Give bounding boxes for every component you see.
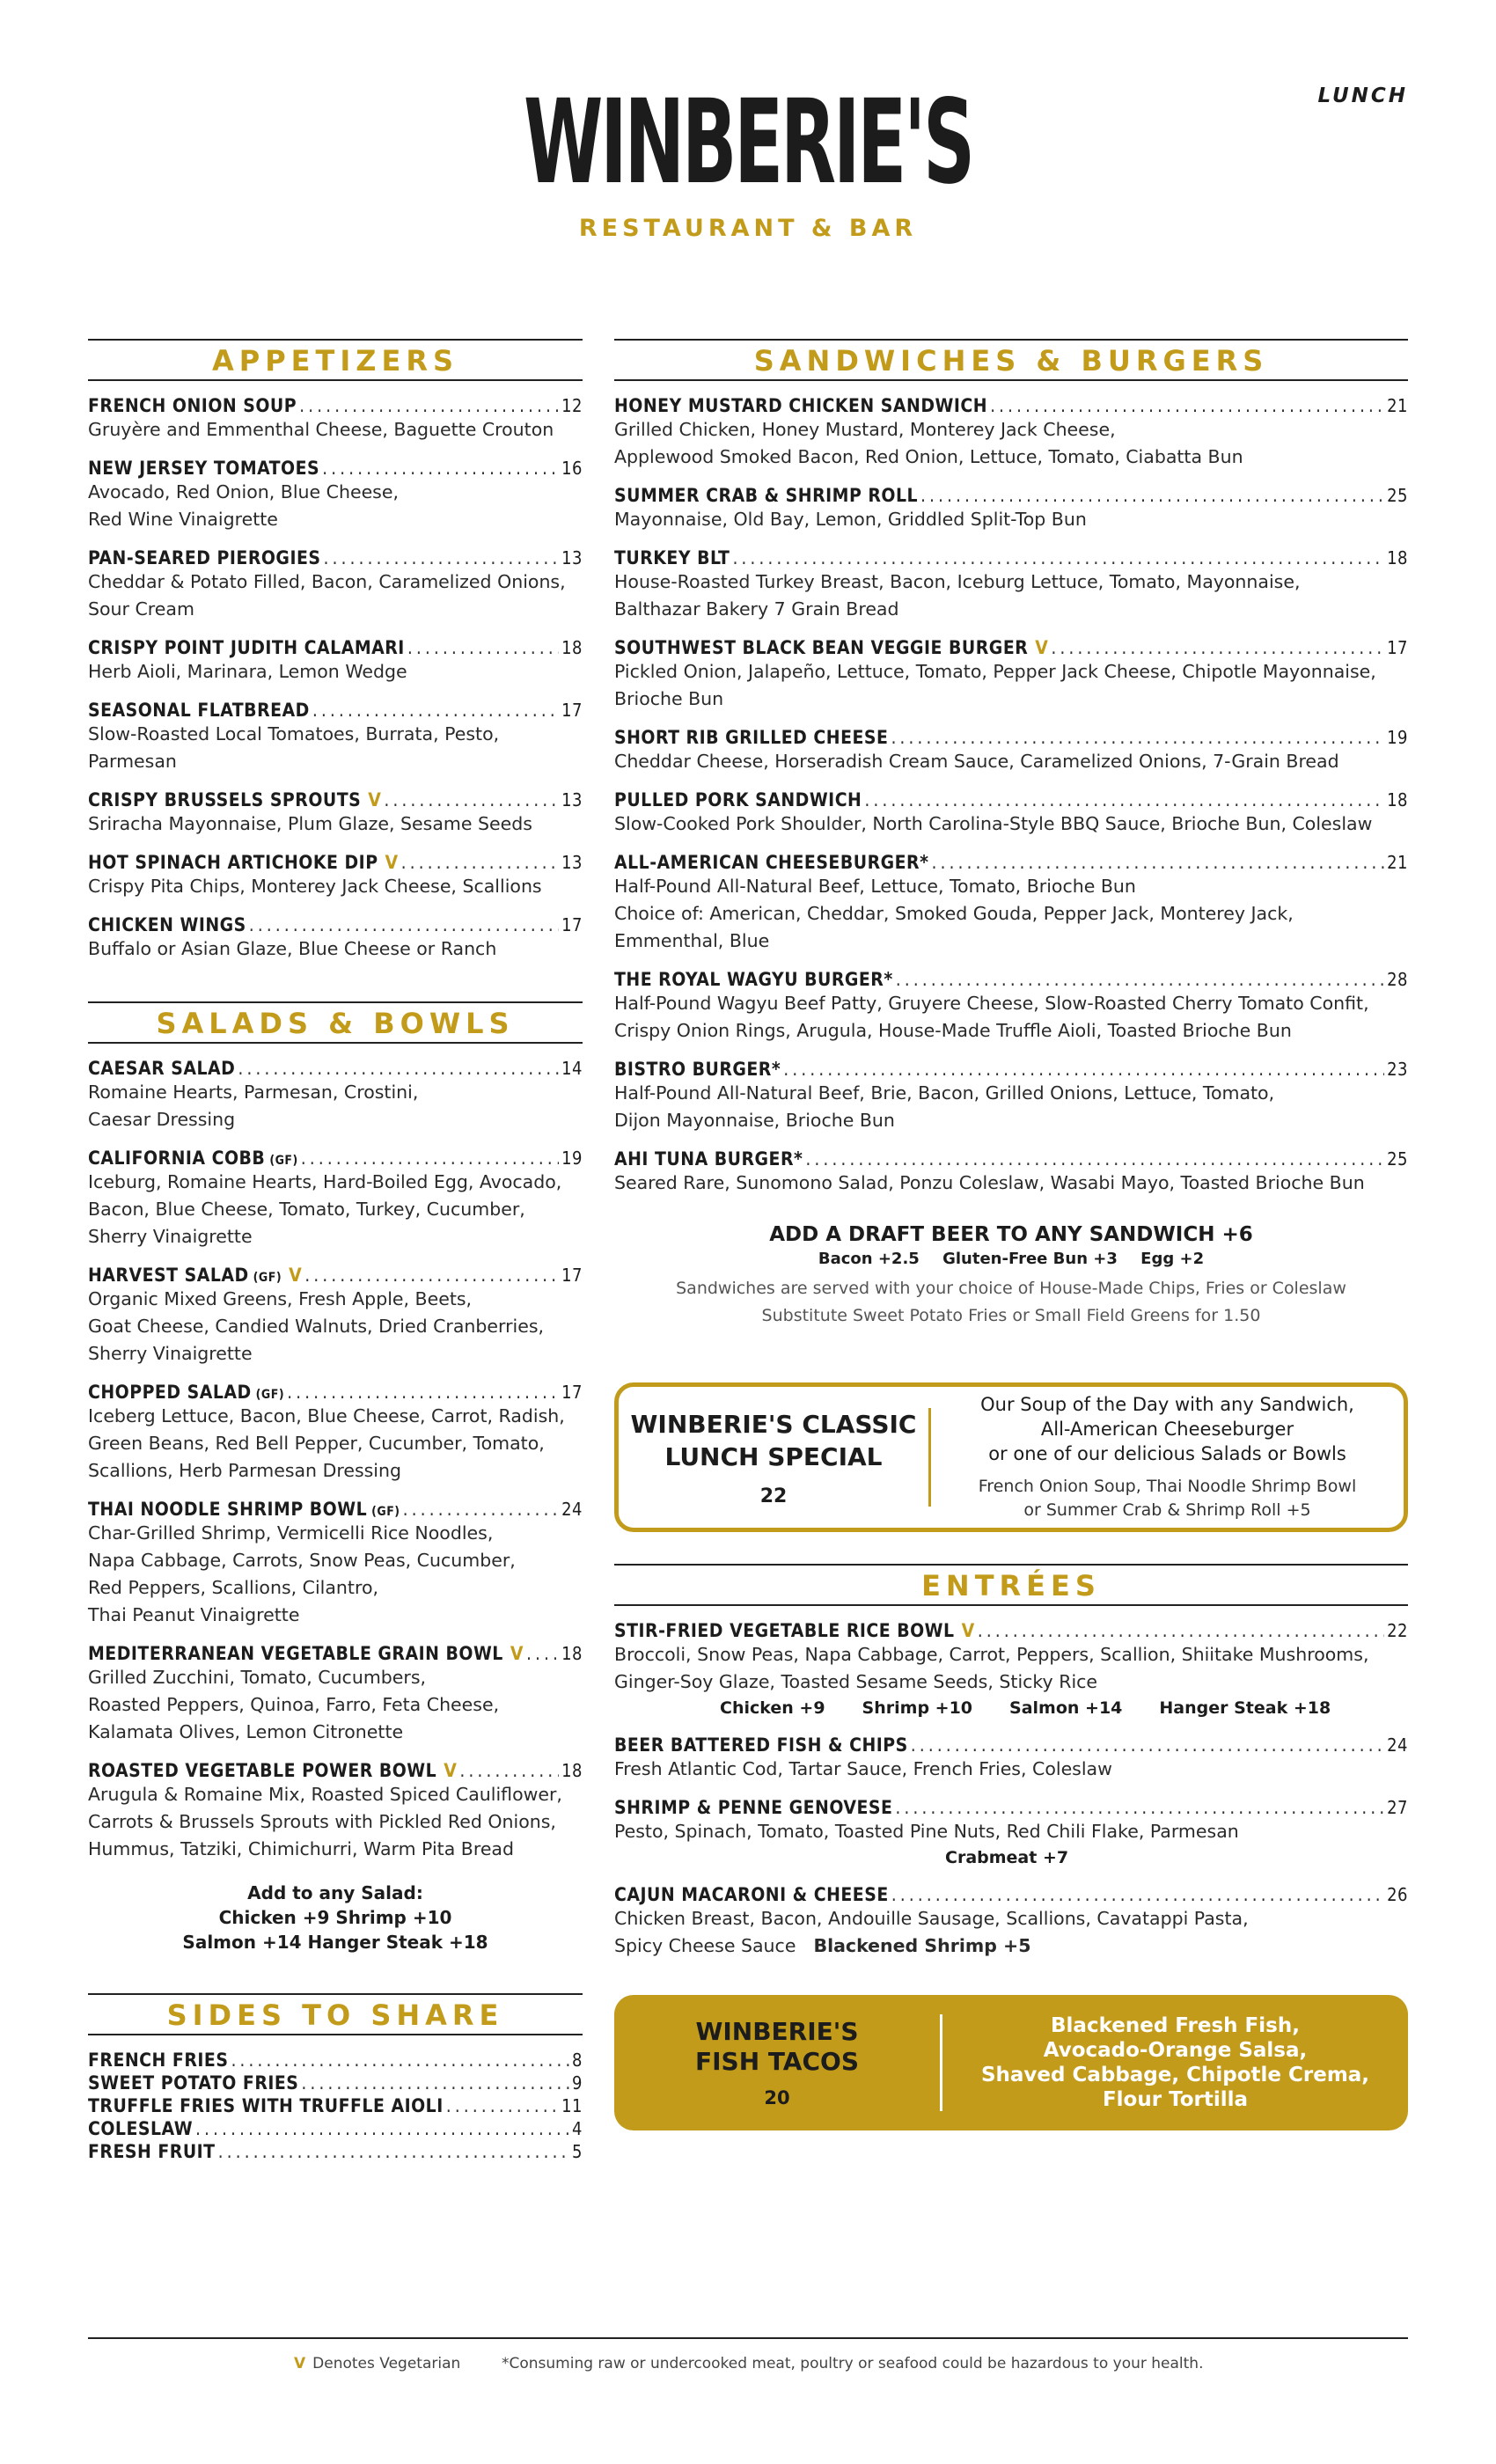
menu-item-name: SOUTHWEST BLACK BEAN VEGGIE BURGER [614,637,1029,658]
menu-item-header [88,547,583,568]
dot-leader [783,1059,1384,1080]
menu-item [614,1059,1408,1134]
dot-leader [249,914,559,935]
menu-item-name: STIR-FRIED VEGETABLE RICE BOWL [614,1620,955,1641]
dot-leader [287,1382,559,1403]
menu-item-price: 18 [561,1643,583,1664]
menu-item-price: 27 [1387,1797,1408,1818]
menu-item-price: 14 [561,1058,583,1079]
dot-leader [218,2141,569,2162]
menu-item-price: 19 [1387,727,1408,748]
menu-item [614,1797,1408,1870]
menu-item-name: FRESH FRUIT [88,2141,216,2162]
vegetarian-mark: V [510,1643,524,1664]
lunch-special-title: LUNCH SPECIAL [664,1441,883,1471]
menu-item-name: CRISPY POINT JUDITH CALAMARI [88,637,405,658]
left-column [88,339,583,2164]
menu-item [614,547,1408,623]
addon-egg: Egg +2 [1140,1250,1205,1268]
menu-item-name: CAJUN MACARONI & CHEESE [614,1884,889,1905]
sandwiches-list [614,395,1408,1197]
addon-gluten-free-bun: Gluten-Free Bun +3 [942,1250,1118,1268]
menu-item-description-text: Pickled Onion, Jalapeño, Lettuce, Tomato, Pepper Jack Cheese, Chipotle Mayonnaise, Brioche Bun [614,661,1376,709]
menu-item-name: ROASTED VEGETABLE POWER BOWL [88,1760,437,1781]
menu-item-price: 23 [1387,1059,1408,1080]
dot-leader [459,1760,559,1781]
menu-item-description-text: Cheddar Cheese, Horseradish Cream Sauce, Caramelized Onions, 7-Grain Bread [614,751,1339,772]
menu-item [614,727,1408,775]
menu-item-header [88,914,583,935]
dot-leader [238,1058,559,1079]
lunch-special-options: French Onion Soup, Thai Noodle Shrimp Bowl or Summer Crab & Shrimp Roll +5 [978,1477,1357,1520]
menu-item-header [88,2118,583,2139]
menu-item-header [88,2050,583,2071]
menu-item-header [88,1148,583,1169]
menu-item-description [614,1641,1408,1696]
menu-item-description [88,1286,583,1368]
menu-item-price: 17 [561,1382,583,1403]
menu-item-price: 11 [561,2095,583,2116]
fish-tacos-price: 20 [764,2087,790,2108]
menu-item-header [614,727,1408,748]
menu-item-header [614,1884,1408,1905]
menu-item [88,2095,583,2116]
dot-leader [312,700,559,721]
menu-item-description-text: Herb Aioli, Marinara, Lemon Wedge [88,661,407,682]
menu-item-header [614,547,1408,568]
menu-item-header [88,2072,583,2094]
menu-item-name: SEASONAL FLATBREAD [88,700,310,721]
menu-item-price: 25 [1387,1148,1408,1170]
menu-item-description [88,1169,583,1250]
menu-item-price: 18 [1387,547,1408,568]
menu-item-header [88,700,583,721]
menu-item [614,1884,1408,1960]
menu-item-description-text: Half-Pound All-Natural Beef, Brie, Bacon, Grilled Onions, Lettuce, Tomato, Dijon Mayonnaise, Brioche Bun [614,1082,1275,1131]
menu-item-header [614,485,1408,506]
vegetarian-key-text: Denotes Vegetarian [312,2355,461,2372]
menu-item-description-text: House-Roasted Turkey Breast, Bacon, Iceburg Lettuce, Tomato, Mayonnaise, Balthazar Bakery 7 Grain Bread [614,571,1301,620]
vegetarian-mark: V [385,852,399,873]
menu-item-description [614,1818,1408,1845]
menu-item-header [88,1643,583,1664]
menu-item-description [614,873,1408,955]
vegetarian-mark: V [294,2355,306,2372]
menu-item [88,1148,583,1250]
menu-item-name: COLESLAW [88,2118,194,2139]
menu-item-price: 17 [561,914,583,935]
menu-item-price: 24 [561,1499,583,1520]
dot-leader [231,2050,569,2071]
menu-item-description [614,1080,1408,1134]
menu-item-description [614,1756,1408,1783]
menu-item [614,1620,1408,1720]
menu-item-description [88,1403,583,1485]
menu-item [88,700,583,775]
menu-item [88,1643,583,1746]
menu-item [88,637,583,686]
footer [88,2337,1408,2372]
menu-item-description [88,416,583,444]
menu-item-price: 24 [1387,1734,1408,1756]
dot-leader [732,547,1384,568]
lunch-special-details [931,1392,1404,1522]
salads-list [88,1058,583,1863]
menu-item-price: 13 [561,852,583,873]
dot-leader [322,458,559,479]
dot-leader [805,1148,1384,1170]
gluten-free-tag: (GF) [371,1505,400,1519]
menu-item-name: HARVEST SALAD [88,1265,249,1286]
menu-item-description-text: Organic Mixed Greens, Fresh Apple, Beets, Goat Cheese, Candied Walnuts, Dried Cranberries, Sherry Vinaigrette [88,1288,545,1364]
menu-item-description-text: Arugula & Romaine Mix, Roasted Spiced Cauliflower, Carrots & Brussels Sprouts with Pickled Red Onions, Hummus, Tatziki, Chimichurri, Warm Pita Bread [88,1784,562,1859]
menu-item-header [88,395,583,416]
dot-leader [407,637,559,658]
menu-item-header [88,1760,583,1781]
menu-item-name: AHI TUNA BURGER* [614,1148,803,1170]
lunch-special-heading [619,1408,928,1507]
lunch-special-desc: All-American Cheeseburger [1040,1419,1294,1440]
menu-item [614,789,1408,838]
dot-leader [304,1265,559,1286]
menu-item-price: 13 [561,547,583,568]
menu-item-price: 18 [561,1760,583,1781]
menu-item-description [88,935,583,963]
dot-leader [403,1499,560,1520]
vegetarian-mark: V [289,1265,303,1286]
salad-addons-title: Add to any Salad: [247,1882,423,1903]
menu-item [88,789,583,838]
sandwich-extras [614,1223,1408,1330]
menu-item-description [614,990,1408,1045]
menu-item-description-text: Half-Pound Wagyu Beef Patty, Gruyere Cheese, Slow-Roasted Cherry Tomato Confit, Crispy Onion Rings, Arugula, House-Made Truffle Aioli, Toasted Brioche Bun [614,993,1369,1041]
menu-item-header [614,637,1408,658]
menu-item-header [614,1148,1408,1170]
dot-leader [526,1643,559,1664]
dot-leader [446,2095,559,2116]
menu-item [88,1499,583,1629]
menu-item-price: 13 [561,789,583,810]
fish-tacos-title: WINBERIE'S [695,2017,859,2046]
dot-leader [931,852,1384,873]
menu-item [88,2072,583,2094]
menu-item-addon: Crabmeat +7 [945,1848,1069,1867]
right-column [614,339,1408,2130]
menu-item-description-text: Fresh Atlantic Cod, Tartar Sauce, French Fries, Coleslaw [614,1758,1112,1779]
menu-item-price: 28 [1387,969,1408,990]
menu-item-description-text: Avocado, Red Onion, Blue Cheese, Red Wine Vinaigrette [88,481,399,530]
menu-item [88,2118,583,2139]
menu-item [614,969,1408,1045]
health-warning: *Consuming raw or undercooked meat, poultry or seafood could be hazardous to your health. [502,2355,1204,2372]
menu-item-header [614,852,1408,873]
menu-item-name: PAN-SEARED PIEROGIES [88,547,321,568]
dot-leader [301,1148,559,1169]
menu-item-description-text: Slow-Roasted Local Tomatoes, Burrata, Pesto, Parmesan [88,723,500,772]
menu-item-description-text: Pesto, Spinach, Tomato, Toasted Pine Nuts, Red Chili Flake, Parmesan [614,1821,1239,1842]
menu-item-description [614,810,1408,838]
salad-addons-line: Chicken +9 Shrimp +10 [218,1907,452,1928]
menu-item-description [88,1079,583,1133]
menu-item-name: THE ROYAL WAGYU BURGER* [614,969,893,990]
menu-item-header [88,2095,583,2116]
menu-item-description [614,748,1408,775]
menu-item-description [614,658,1408,713]
sandwich-note-line: Sandwiches are served with your choice of House-Made Chips, Fries or Coleslaw [676,1279,1346,1298]
menu-item-addon: Salmon +14 [1009,1698,1123,1718]
menu-item-description [88,658,583,686]
menu-item-header [88,789,583,810]
dot-leader [195,2118,569,2139]
menu-item-description [88,1664,583,1746]
menu-item-description-text: Gruyère and Emmenthal Cheese, Baguette Crouton [88,419,554,440]
menu-item-price: 21 [1387,395,1408,416]
menu-item-name: TURKEY BLT [614,547,730,568]
menu-item-header [88,1265,583,1286]
menu-item-name: ALL-AMERICAN CHEESEBURGER* [614,852,929,873]
dot-leader [323,547,559,568]
menu-item-name: SHRIMP & PENNE GENOVESE [614,1797,893,1818]
menu-item-description-text: Iceberg Lettuce, Bacon, Blue Cheese, Carrot, Radish, Green Beans, Red Bell Pepper, Cucumber, Tomato, Scallions, Herb Parmesan Dressing [88,1405,565,1481]
menu-item [614,637,1408,713]
menu-item-addon: Shrimp +10 [862,1698,973,1718]
menu-item-description [88,479,583,533]
salad-addons-line: Salmon +14 Hanger Steak +18 [182,1932,488,1953]
menu-item [614,852,1408,955]
dot-leader [1051,637,1384,658]
dot-leader [895,1797,1384,1818]
sandwich-note-line: Substitute Sweet Potato Fries or Small Field Greens for 1.50 [761,1306,1261,1325]
menu-item [88,547,583,623]
menu-item-description-text: Buffalo or Asian Glaze, Blue Cheese or Ranch [88,938,497,959]
menu-item-description-text: Romaine Hearts, Parmesan, Crostini, Caesar Dressing [88,1082,419,1130]
menu-item [614,1734,1408,1783]
menu-item-description-text: Grilled Zucchini, Tomato, Cucumbers, Roasted Peppers, Quinoa, Farro, Feta Cheese, Kalamata Olives, Lemon Citronette [88,1667,500,1742]
menu-item-name: HOT SPINACH ARTICHOKE DIP [88,852,378,873]
menu-item-name: CHICKEN WINGS [88,914,246,935]
menu-item-price: 25 [1387,485,1408,506]
menu-item-name: SUMMER CRAB & SHRIMP ROLL [614,485,919,506]
menu-item-price: 12 [561,395,583,416]
section-title-appetizers: APPETIZERS [88,339,583,381]
menu-item-header [614,1797,1408,1818]
menu-item-name: PULLED PORK SANDWICH [614,789,862,810]
lunch-special-price: 22 [759,1485,788,1507]
dot-leader [384,789,559,810]
menu-item-description-text: Sriracha Mayonnaise, Plum Glaze, Sesame Seeds [88,813,532,834]
menu-item-price: 17 [1387,637,1408,658]
appetizers-list [88,395,583,963]
menu-item-name: TRUFFLE FRIES WITH TRUFFLE AIOLI [88,2095,444,2116]
menu-item-name: CAESAR SALAD [88,1058,236,1079]
menu-item-name: BEER BATTERED FISH & CHIPS [614,1734,908,1756]
sandwich-note [614,1275,1408,1330]
menu-item-header [88,1382,583,1403]
menu-item [88,2141,583,2162]
menu-item-description-text: Iceburg, Romaine Hearts, Hard-Boiled Egg, Avocado, Bacon, Blue Cheese, Tomato, Turkey, Cucumber, Sherry Vinaigrette [88,1171,562,1247]
menu-item-description [88,1520,583,1629]
menu-item-name: FRENCH FRIES [88,2050,229,2071]
dot-leader [299,395,559,416]
sides-list [88,2050,583,2162]
menu-item-description-text: Cheddar & Potato Filled, Bacon, Caramelized Onions, Sour Cream [88,571,566,620]
menu-item-name: CHOPPED SALAD [88,1382,252,1403]
gluten-free-tag: (GF) [253,1271,282,1285]
menu-item-price: 18 [1387,789,1408,810]
menu-item-header [88,852,583,873]
dot-leader [401,852,559,873]
menu-item-name: THAI NOODLE SHRIMP BOWL [88,1499,368,1520]
menu-item-header [88,637,583,658]
menu-item-description [614,506,1408,533]
menu-item-name: CALIFORNIA COBB [88,1148,266,1169]
menu-item-name: BISTRO BURGER* [614,1059,781,1080]
menu-item [614,485,1408,533]
menu-item [88,2050,583,2071]
menu-item-header [614,1620,1408,1641]
lunch-special-desc: Our Soup of the Day with any Sandwich, [980,1394,1354,1415]
vegetarian-mark: V [368,789,382,810]
menu-item-price: 8 [572,2050,583,2071]
menu-item [88,1058,583,1133]
menu-item [88,914,583,963]
vegetarian-mark: V [961,1620,975,1641]
menu-item-description [88,721,583,775]
gluten-free-tag: (GF) [269,1154,298,1168]
dot-leader [990,395,1384,416]
menu-item [88,458,583,533]
fish-tacos-heading [614,2017,940,2108]
dot-leader [891,1884,1384,1905]
restaurant-name: WINBERIE'S [524,75,972,210]
salad-addons [88,1881,583,1954]
dot-leader [896,969,1384,990]
vegetarian-mark: V [444,1760,458,1781]
menu-item-header [614,969,1408,990]
menu-period-label: LUNCH [1317,84,1408,107]
sandwich-addon-options [614,1250,1408,1268]
entrees-list [614,1620,1408,1960]
menu-item-addons [720,1696,1408,1720]
menu-item-addon: Chicken +9 [720,1698,825,1718]
menu-item-addon: Hanger Steak +18 [1159,1698,1331,1718]
menu-item-description [88,873,583,900]
menu-item-description [614,568,1408,623]
menu-item-header [88,1058,583,1079]
menu-item-price: 26 [1387,1884,1408,1905]
menu-item [88,395,583,444]
menu-item-price: 5 [572,2141,583,2162]
addon-bacon: Bacon +2.5 [818,1250,920,1268]
fish-tacos-desc: Blackened Fresh Fish, Avocado-Orange Salsa, Shaved Cabbage, Chipotle Crema, Flour Tortilla [980,2014,1370,2111]
menu-item-description [88,810,583,838]
menu-item-price: 4 [572,2118,583,2139]
menu-item-description [614,1170,1408,1197]
menu-item-name: SWEET POTATO FRIES [88,2072,299,2094]
menu-item-price: 17 [561,700,583,721]
menu-item-description [88,568,583,623]
section-title-sides: SIDES TO SHARE [88,1993,583,2035]
lunch-special-title: WINBERIE'S CLASSIC [630,1409,917,1439]
menu-item-description-text: Slow-Cooked Pork Shoulder, North Carolina-Style BBQ Sauce, Brioche Bun, Coleslaw [614,813,1373,834]
menu-item-name: SHORT RIB GRILLED CHEESE [614,727,889,748]
menu-item-name: MEDITERRANEAN VEGETABLE GRAIN BOWL [88,1643,503,1664]
menu-item-price: 17 [561,1265,583,1286]
menu-item-price: 19 [561,1148,583,1169]
menu-item-header [614,789,1408,810]
vegetarian-key [294,2355,460,2372]
menu-item-description [614,1905,1408,1960]
menu-item [88,1265,583,1368]
draft-beer-offer: ADD A DRAFT BEER TO ANY SANDWICH +6 [769,1223,1253,1246]
menu-item [88,852,583,900]
menu-item-price: 18 [561,637,583,658]
menu-item-header [614,395,1408,416]
menu-item [614,1148,1408,1197]
menu-item-description-text: Broccoli, Snow Peas, Napa Cabbage, Carrot, Peppers, Scallion, Shiitake Mushrooms, Ginger-Soy Glaze, Toasted Sesame Seeds, Sticky Rice [614,1644,1369,1692]
dot-leader [864,789,1384,810]
fish-tacos-box [614,1995,1408,2130]
menu-item-description-text: Grilled Chicken, Honey Mustard, Monterey Jack Cheese, Applewood Smoked Bacon, Red Onion, Lettuce, Tomato, Ciabatta Bun [614,419,1243,467]
section-title-salads: SALADS & BOWLS [88,1001,583,1044]
menu-item-name: NEW JERSEY TOMATOES [88,458,320,479]
dot-leader [891,727,1384,748]
restaurant-subtitle: RESTAURANT & BAR [578,215,918,242]
section-title-entrees: ENTRÉES [614,1564,1408,1606]
restaurant-logo [0,75,1496,242]
menu-item-description [88,1781,583,1863]
menu-item-description-text: Chicken Breast, Bacon, Andouille Sausage, Scallions, Cavatappi Pasta, Spicy Cheese Sauce [614,1908,1249,1956]
menu-item-header [88,458,583,479]
menu-item-price: 16 [561,458,583,479]
menu-item-price: 21 [1387,852,1408,873]
menu-item [88,1760,583,1863]
menu-item [88,1382,583,1485]
menu-item-header [88,2141,583,2162]
menu-item-name: CRISPY BRUSSELS SPROUTS [88,789,362,810]
dot-leader [920,485,1384,506]
menu-item-header [88,1499,583,1520]
menu-item-description-text: Mayonnaise, Old Bay, Lemon, Griddled Split-Top Bun [614,509,1087,530]
menu-item-description-text: Seared Rare, Sunomono Salad, Ponzu Coleslaw, Wasabi Mayo, Toasted Brioche Bun [614,1172,1365,1193]
menu-item-price: 22 [1387,1620,1408,1641]
menu-item [614,395,1408,471]
menu-item-addon: Blackened Shrimp +5 [813,1935,1031,1956]
menu-item-name: HONEY MUSTARD CHICKEN SANDWICH [614,395,988,416]
menu-item-description-text: Char-Grilled Shrimp, Vermicelli Rice Noodles, Napa Cabbage, Carrots, Snow Peas, Cucumber, Red Peppers, Scallions, Cilantro, Thai Peanut Vinaigrette [88,1522,516,1625]
fish-tacos-title: FISH TACOS [694,2047,859,2076]
menu-item-name: FRENCH ONION SOUP [88,395,297,416]
gluten-free-tag: (GF) [255,1388,285,1402]
menu-item-header [614,1734,1408,1756]
vegetarian-mark: V [1035,637,1049,658]
dot-leader [301,2072,569,2094]
dot-leader [911,1734,1384,1756]
menu-item-description-text: Crispy Pita Chips, Monterey Jack Cheese, Scallions [88,876,542,897]
lunch-special-desc: or one of our delicious Salads or Bowls [988,1443,1346,1464]
menu-item-price: 9 [572,2072,583,2094]
section-title-sandwiches: SANDWICHES & BURGERS [614,339,1408,381]
menu-item-header [614,1059,1408,1080]
dot-leader [978,1620,1384,1641]
menu-item-description-text: Half-Pound All-Natural Beef, Lettuce, Tomato, Brioche Bun Choice of: American, Cheddar, Smoked Gouda, Pepper Jack, Monterey Jack, Emmenthal, Blue [614,876,1294,951]
lunch-special-box [614,1382,1408,1532]
menu-item-description [614,416,1408,471]
